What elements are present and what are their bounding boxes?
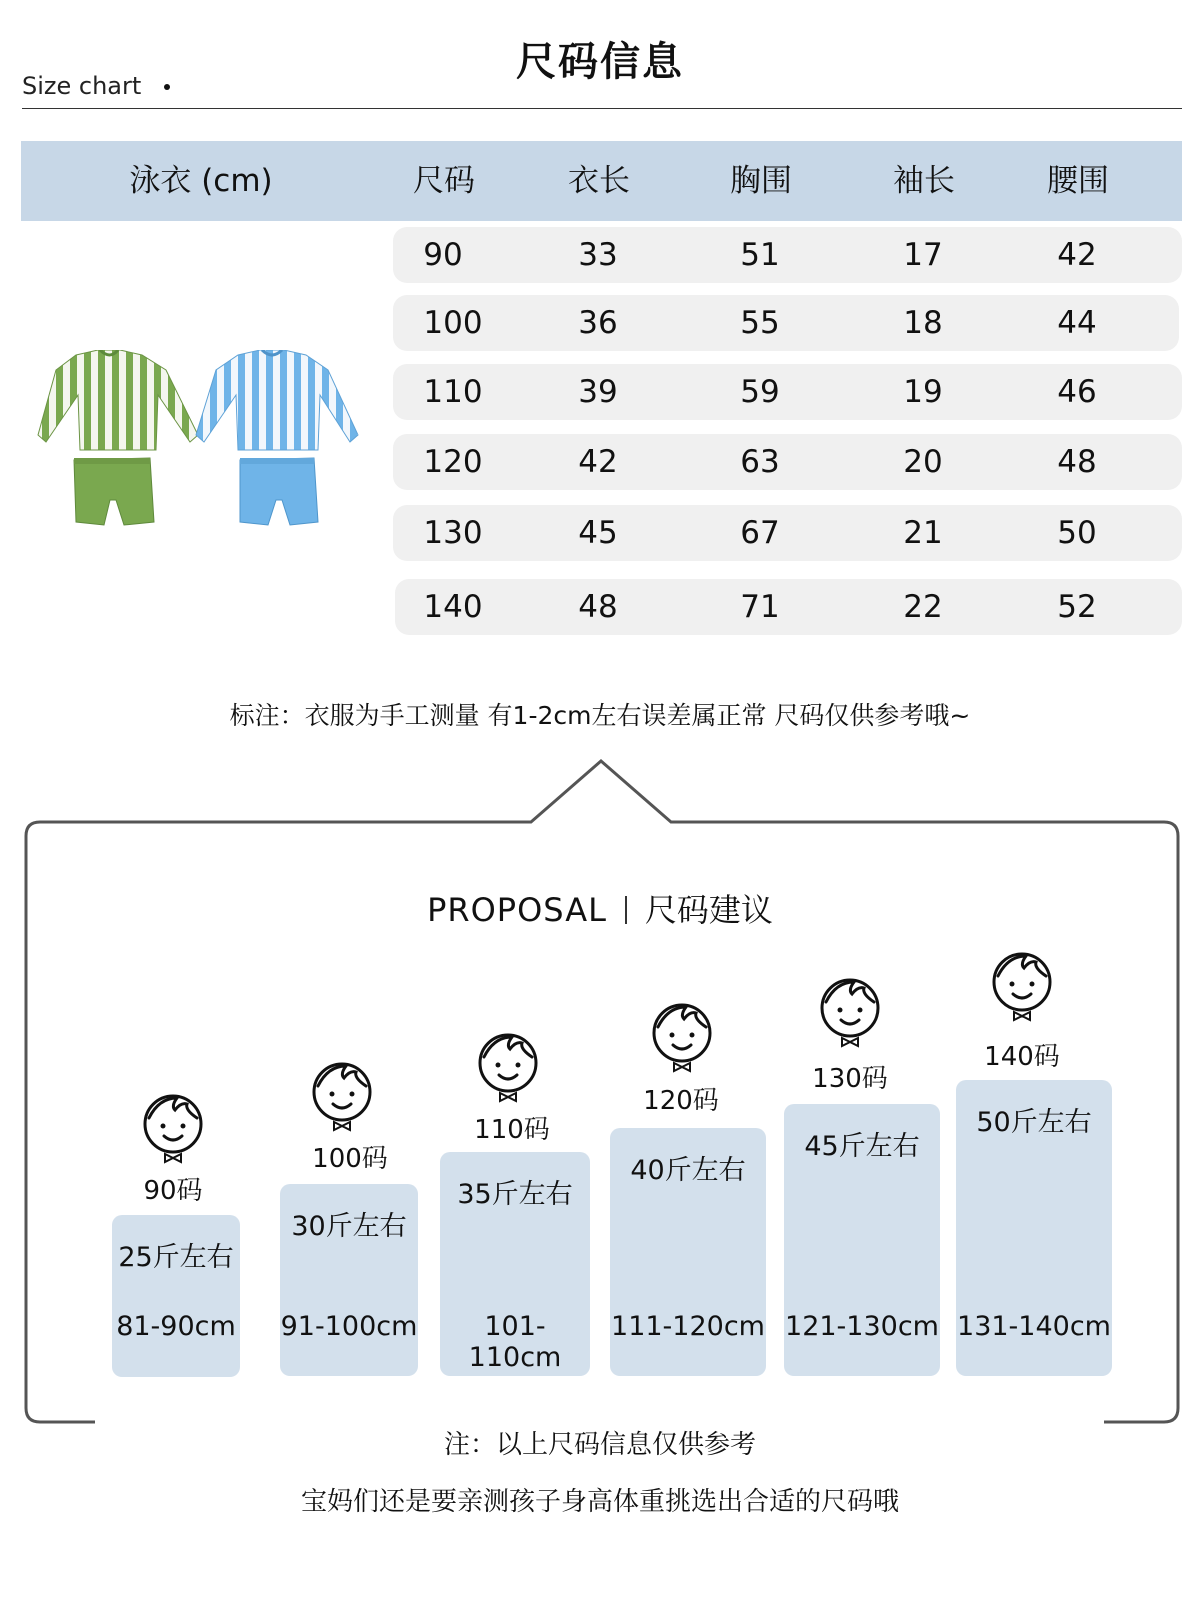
height-range: 131-140cm [957, 1311, 1111, 1342]
title-separator [625, 896, 627, 924]
cell-length: 33 [578, 237, 618, 273]
column-header-swimwear: 泳衣 (cm) [129, 163, 273, 199]
cell-waist: 50 [1057, 515, 1097, 551]
table-row [393, 505, 1182, 561]
weight-label: 30斤左右 [291, 1211, 407, 1242]
cell-size: 140 [423, 589, 483, 625]
proposal-card [956, 1080, 1112, 1376]
page-title: 尺码信息 [516, 39, 684, 85]
weight-label: 45斤左右 [804, 1131, 920, 1162]
blue-rash-guard [196, 350, 358, 450]
proposal-title-en: PROPOSAL [427, 891, 607, 929]
title-dot [164, 84, 170, 90]
column-header-length: 衣长 [568, 163, 630, 199]
proposal-title [0, 885, 1200, 931]
swimsuit-product-image [28, 350, 373, 540]
cell-sleeve: 22 [903, 589, 943, 625]
cell-chest: 59 [740, 374, 780, 410]
footer-note: 注：以上尺码信息仅供参考 [443, 1430, 756, 1460]
column-header-sleeve: 袖长 [893, 163, 955, 199]
child-face-icon [141, 1092, 205, 1164]
height-range: 101-110cm [468, 1311, 562, 1373]
child-face-icon [990, 950, 1054, 1022]
proposal-card [610, 1128, 766, 1376]
table-row [393, 434, 1182, 490]
child-face-icon [310, 1060, 374, 1132]
size-table-header [21, 141, 1182, 221]
proposal-size-label: 140码 [984, 1042, 1060, 1072]
table-row [395, 579, 1182, 635]
table-row [393, 227, 1182, 283]
cell-chest: 71 [740, 589, 780, 625]
proposal-card [440, 1152, 590, 1376]
cell-sleeve: 19 [903, 374, 943, 410]
weight-label: 50斤左右 [976, 1107, 1092, 1138]
cell-size: 120 [423, 444, 483, 480]
title-divider [22, 108, 1182, 109]
column-header-size: 尺码 [413, 163, 475, 199]
column-header-chest: 胸围 [730, 163, 792, 199]
proposal-size-label: 110码 [474, 1115, 550, 1145]
cell-sleeve: 20 [903, 444, 943, 480]
height-range: 81-90cm [116, 1311, 236, 1342]
cell-chest: 51 [740, 237, 780, 273]
cell-waist: 44 [1057, 305, 1097, 341]
child-face-icon [650, 1001, 714, 1073]
cell-length: 45 [578, 515, 618, 551]
cell-waist: 46 [1057, 374, 1097, 410]
size-chart-label: Size chart [22, 72, 142, 100]
cell-sleeve: 17 [903, 237, 943, 273]
height-range: 121-130cm [785, 1311, 939, 1342]
footer-note-detail: 宝妈们还是要亲测孩子身高体重挑选出合适的尺码哦 [300, 1487, 899, 1517]
cell-sleeve: 21 [903, 515, 943, 551]
cell-chest: 55 [740, 305, 780, 341]
cell-chest: 67 [740, 515, 780, 551]
cell-length: 42 [578, 444, 618, 480]
weight-label: 40斤左右 [630, 1155, 746, 1186]
child-face-icon [476, 1031, 540, 1103]
cell-sleeve: 18 [903, 305, 943, 341]
weight-label: 35斤左右 [457, 1179, 573, 1210]
height-range: 91-100cm [280, 1311, 418, 1342]
proposal-size-label: 90码 [143, 1176, 203, 1206]
proposal-card [784, 1104, 940, 1376]
table-row [393, 295, 1179, 351]
cell-waist: 48 [1057, 444, 1097, 480]
proposal-title-cn: 尺码建议 [644, 891, 773, 929]
measurement-note: 标注：衣服为手工测量 有1-2cm左右误差属正常 尺码仅供参考哦~ [229, 701, 971, 730]
proposal-size-label: 130码 [812, 1064, 888, 1094]
height-range: 111-120cm [611, 1311, 765, 1342]
proposal-card [112, 1215, 240, 1377]
blue-shorts [240, 458, 318, 525]
proposal-size-label: 100码 [312, 1144, 388, 1174]
cell-waist: 52 [1057, 589, 1097, 625]
cell-size: 100 [423, 305, 483, 341]
proposal-card [280, 1184, 418, 1376]
green-shorts [74, 458, 154, 525]
cell-size: 110 [423, 374, 483, 410]
weight-label: 25斤左右 [118, 1242, 234, 1273]
cell-size: 90 [423, 237, 463, 273]
column-header-waist: 腰围 [1047, 163, 1109, 199]
cell-length: 36 [578, 305, 618, 341]
proposal-size-label: 120码 [643, 1086, 719, 1116]
cell-size: 130 [423, 515, 483, 551]
cell-waist: 42 [1057, 237, 1097, 273]
cell-length: 39 [578, 374, 618, 410]
cell-chest: 63 [740, 444, 780, 480]
cell-length: 48 [578, 589, 618, 625]
table-row [393, 364, 1182, 420]
child-face-icon [818, 976, 882, 1048]
green-rash-guard [38, 350, 198, 450]
